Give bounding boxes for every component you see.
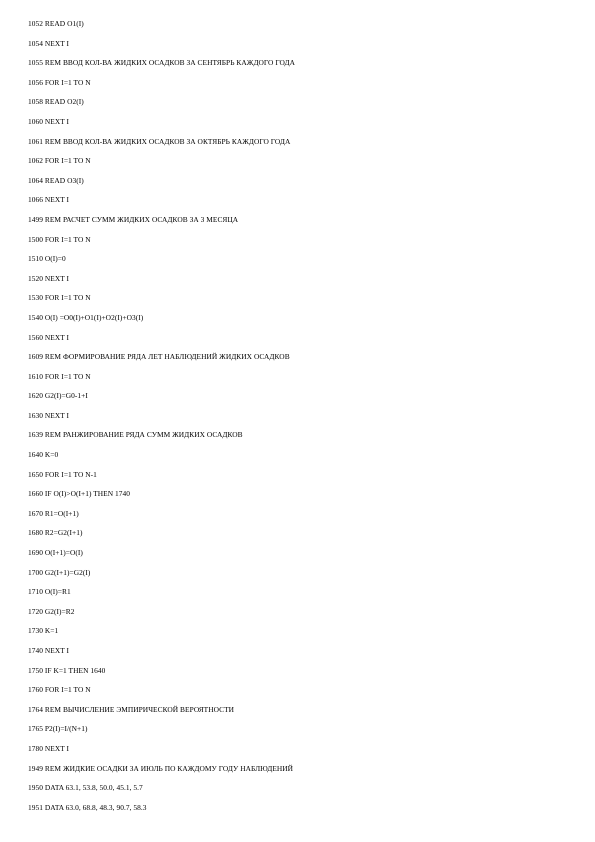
code-line: 1690 O(I+1)=O(I) <box>28 548 83 558</box>
basic-code-listing <box>28 17 295 820</box>
code-line: 1060 NEXT I <box>28 116 70 126</box>
code-line: 1062 FOR I=1 TO N <box>28 156 91 166</box>
code-line: 1670 R1=O(I+1) <box>28 508 79 518</box>
code-line: 1660 IF O(I)>O(I+1) THEN 1740 <box>28 489 131 499</box>
code-line: 1061 REM ВВОД КОЛ-ВА ЖИДКИХ ОСАДКОВ ЗА ОКТЯБРЬ КАЖДОГО ГОДА <box>28 136 291 146</box>
code-line: 1639 REM РАНЖИРОВАНИЕ РЯДА СУММ ЖИДКИХ ОСАДКОВ <box>28 430 243 440</box>
code-line: 1700 G2(I+1)=G2(I) <box>28 567 91 577</box>
code-line: 1740 NEXT I <box>28 646 70 655</box>
code-line: 1530 FOR I=1 TO N <box>28 293 91 303</box>
code-line: 1650 FOR I=1 TO N-1 <box>28 469 97 479</box>
code-line: 1510 O(I)=0 <box>28 254 66 264</box>
code-line: 1949 REM ЖИДКИЕ ОСАДКИ ЗА ИЮЛЬ ПО КАЖДОМУ ГОДУ НАБЛЮДЕНИЙ <box>28 763 294 773</box>
code-line: 1499 REM РАСЧЕТ СУММ ЖИДКИХ ОСАДКОВ ЗА 3 МЕСЯЦА <box>28 214 239 224</box>
code-line: 1500 FOR I=1 TO N <box>28 234 91 244</box>
code-line: 1056 FOR I=1 TO N <box>28 77 91 87</box>
code-line: 1620 G2(I)=G0-1+I <box>28 391 88 401</box>
code-line: 1680 R2=G2(I+1) <box>28 528 83 538</box>
code-line: 1765 P2(I)=I/(N+1) <box>28 724 88 734</box>
code-line: 1951 DATA 63.0, 68.8, 48.3, 90.7, 58.3 <box>28 802 147 812</box>
code-line: 1780 NEXT I <box>28 743 70 753</box>
code-line: 1520 NEXT I <box>28 273 70 283</box>
code-line: 1760 FOR I=1 TO N <box>28 685 91 695</box>
code-line: 1750 IF K=1 THEN 1640 <box>28 665 106 675</box>
code-line: 1710 O(I)=R1 <box>28 587 71 597</box>
code-line: 1640 K=0 <box>28 450 59 460</box>
code-line: 1764 REM ВЫЧИСЛЕНИЕ ЭМПИРИЧЕСКОЙ ВЕРОЯТНОСТИ <box>28 704 235 714</box>
code-line: 1560 NEXT I <box>28 332 70 342</box>
code-line: 1066 NEXT I <box>28 195 70 205</box>
code-line: 1720 G2(I)=R2 <box>28 606 75 616</box>
code-line: 1054 NEXT I <box>28 38 70 48</box>
code-line: 1055 REM ВВОД КОЛ-ВА ЖИДКИХ ОСАДКОВ ЗА СЕНТЯБРЬ КАЖДОГО ГОДА <box>28 58 295 68</box>
code-line: 1730 K=1 <box>28 626 59 636</box>
code-line: 1630 NEXT I <box>28 410 70 420</box>
code-line: 1610 FOR I=1 TO N <box>28 371 91 381</box>
code-line: 1058 READ O2(I) <box>28 97 84 107</box>
code-line: 1064 READ O3(I) <box>28 175 84 185</box>
code-line: 1950 DATA 63.1, 53.8, 50.0, 45.1, 5.7 <box>28 783 143 793</box>
code-line: 1609 REM ФОРМИРОВАНИЕ РЯДА ЛЕТ НАБЛЮДЕНИЙ ЖИДКИХ ОСАДКОВ <box>28 352 290 362</box>
code-line: 1540 O(I) =O0(I)+O1(I)+O2(I)+O3(I) <box>28 312 144 322</box>
code-line: 1052 READ O1(I) <box>28 19 84 28</box>
